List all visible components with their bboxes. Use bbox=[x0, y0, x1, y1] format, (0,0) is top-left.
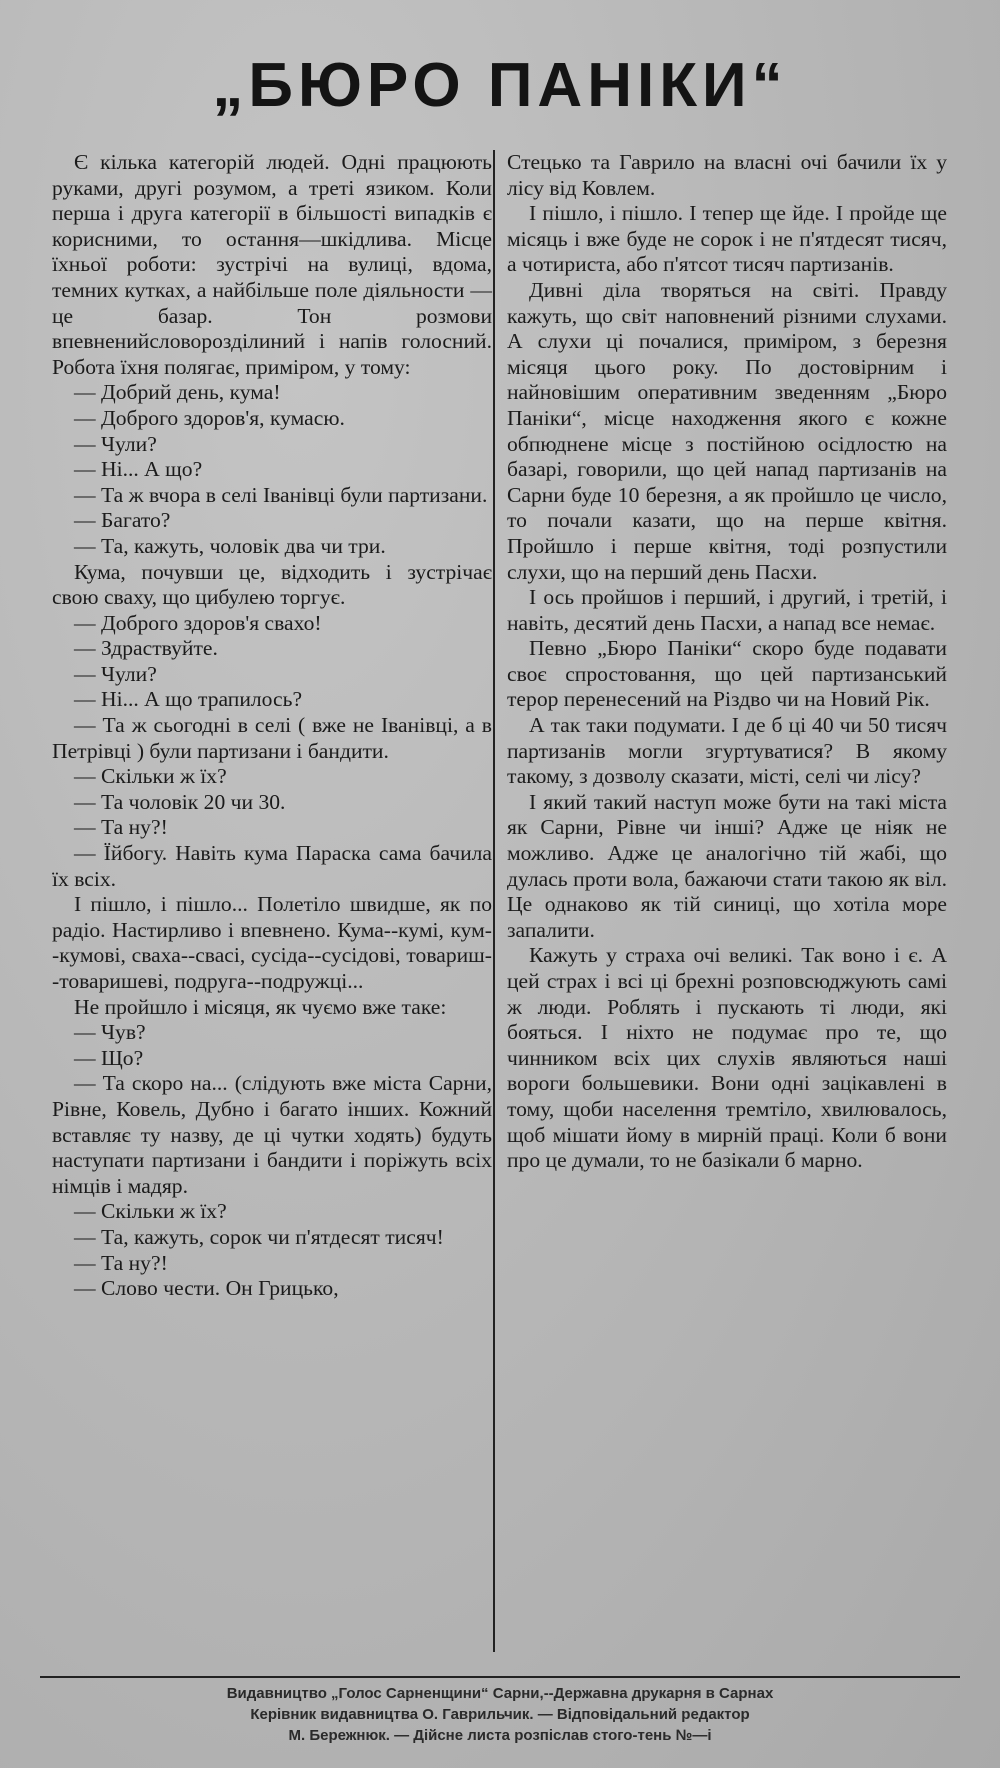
paragraph: І ось пройшов і перший, і другий, і третій, і навіть, десятий день Пасхи, а напад все немає. bbox=[507, 585, 947, 635]
paragraph: — Слово чести. Он Грицько, bbox=[74, 1276, 339, 1301]
paragraph: — Ні... А що? bbox=[74, 457, 203, 482]
paragraph: І пішло, і пішло... Полетіло швидше, як по радіо. Настирливо і впевнено. Кума--кумі, кум--кумові, сваха--свасі, сусіда--сусідові, товариш--товаришеві, подруга--подружці... bbox=[52, 892, 492, 993]
paragraph: І пішло, і пішло. І тепер ще йде. І пройде ще місяць і вже буде не сорок і не п'ятдесят тисяч, а чотириста, або п'ятсот тисяч партизанів. bbox=[507, 201, 947, 277]
paragraph: — Багато? bbox=[74, 508, 171, 533]
paragraph: — Та, кажуть, сорок чи п'ятдесят тисяч! bbox=[74, 1224, 444, 1249]
paragraph: Є кілька категорій людей. Одні працюють руками, другі розумом, а треті язиком. Коли перша і друга категорії в більшості випадків є корисними, то остання—шкідлива. Місце їхньої роботи: зустрічі на вулиці, вдома, темних кутках, а найбільше поле діяльности — це базар. Тон розмови впевненийсловорозділиний і напів голосний. Робота їхня полягає, приміром, у тому: bbox=[52, 150, 492, 379]
footer-rule bbox=[40, 1676, 960, 1678]
imprint-line: Керівник видавництва О. Гаврильчик. — Відповідальний редактор bbox=[250, 1706, 750, 1723]
paragraph: — Чули? bbox=[74, 431, 157, 456]
imprint-line: Видавництво „Голос Сарненщини“ Сарни,--Державна друкарня в Сарнах bbox=[226, 1685, 774, 1702]
paragraph: — Ні... А що трапилось? bbox=[74, 687, 303, 712]
paragraph: — Що? bbox=[74, 1045, 144, 1070]
paragraph: — Та ну?! bbox=[74, 1250, 168, 1275]
paragraph: Певно „Бюро Паніки“ скоро буде подавати своє спростовання, що цей партизанський терор перенесений на Різдво чи на Новий Рік. bbox=[507, 636, 947, 712]
paragraph: — Чули? bbox=[74, 661, 157, 686]
imprint-line: М. Бережнюк. — Дійсне листа розпіслав стого-тень №—і bbox=[288, 1727, 712, 1744]
article-column-right bbox=[507, 150, 947, 1174]
paragraph: — Скільки ж їх? bbox=[74, 1199, 227, 1224]
paragraph: — Та ж вчора в селі Іванівці були партизани. bbox=[74, 482, 488, 507]
paragraph: — Та скоро на... (слідують вже міста Сарни, Рівне, Ковель, Дубно і багато інших. Кожний вставляє ту назву, де ці чутки ходять) будуть наступати партизани і бандити і поріжуть всіх німців і мадяр. bbox=[52, 1071, 492, 1198]
imprint-footer bbox=[40, 1683, 960, 1746]
article-column-left bbox=[52, 150, 492, 1302]
paragraph: І який такий наступ може бути на такі міста як Сарни, Рівне чи інші? Адже це ніяк не можливо. Адже це аналогічно тій жабі, що дулась проти вола, бажаючи стати такою як віл. Це однаково як тій синиці, що хотіла море запалити. bbox=[507, 789, 947, 942]
paragraph: — Та ну?! bbox=[74, 815, 168, 840]
paragraph: Стецько та Гаврило на власні очі бачили їх у лісу від Ковлем. bbox=[507, 150, 947, 200]
paragraph: Не пройшло і місяця, як чуємо вже таке: bbox=[74, 994, 447, 1019]
column-divider bbox=[493, 150, 495, 1652]
paragraph: — Скільки ж їх? bbox=[74, 764, 227, 789]
paragraph: — Та ж сьогодні в селі ( вже не Іванівці, а в Петрівці ) були партизани і бандити. bbox=[52, 713, 492, 763]
paragraph: — Чув? bbox=[74, 1020, 146, 1045]
paragraph: — Доброго здоров'я, кумасю. bbox=[74, 405, 345, 430]
paragraph: — Добрий день, кума! bbox=[74, 380, 281, 405]
paragraph: Кума, почувши це, відходить і зустрічає свою сваху, що цибулею торгує. bbox=[52, 559, 492, 610]
paragraph: — Доброго здоров'я свахо! bbox=[74, 610, 322, 635]
paragraph: — Та чоловік 20 чи 30. bbox=[74, 789, 286, 814]
paragraph: Дивні діла творяться на світі. Правду кажуть, що світ наповнений різними слухами. А слухи ці почалися, приміром, з березня місяця цього року. По достовірним і найновішим оперативним зведенням „Бюро Паніки“, місце находження якого є кожне обпюднене місце з постійною осідлостю на базарі, говорили, що цей напад партизанів на Сарни буде 10 березня, а як пройшло це число, то почали казати, що на перше квітня. Пройшло і перше квітня, тоді розпустили слухи, що на перший день Пасхи. bbox=[507, 277, 947, 584]
paragraph: — Та, кажуть, чоловік два чи три. bbox=[74, 533, 386, 558]
paragraph: А так таки подумати. І де б ці 40 чи 50 тисяч партизанів могли згуртуватися? В якому такому, з дозволу сказати, місті, селі чи лісу? bbox=[507, 713, 947, 789]
page-title: „БЮРО ПАНІКИ“ bbox=[212, 51, 788, 120]
paragraph: — Здраствуйте. bbox=[74, 636, 218, 661]
paragraph: Кажуть у страха очі великі. Так воно і є. А цей страх і всі ці брехні розповсюджують самі ж люди. Роблять і пускають ті люди, які бояться. І ніхто не подумає про те, що чинником всіх цих слухів являються наші вороги большевики. Вони одні зацікавлені в тому, щоби населення тремтіло, хвилювалось, щоб мішати йому в мирній праці. Коли б вони про це думали, то не базікали б марно. bbox=[507, 943, 947, 1173]
paragraph: — Їйбогу. Навіть кума Параска сама бачила їх всіх. bbox=[52, 841, 492, 891]
